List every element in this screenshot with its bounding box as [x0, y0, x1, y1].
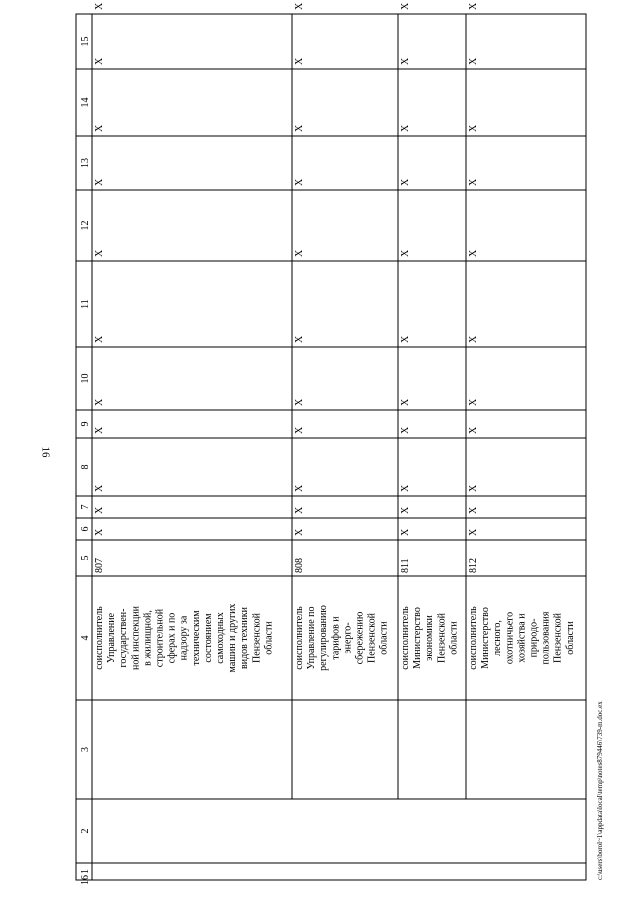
cell-mark-x: X — [294, 57, 305, 65]
cell-mark-x: X — [94, 506, 105, 514]
cell-mark-x: X — [400, 398, 411, 406]
executor-name-line: Пензенской — [436, 613, 448, 663]
cell-mark-x: X — [468, 124, 479, 132]
executor-name-line: самоходных — [215, 612, 226, 664]
executor-name-line: Пензенской — [552, 613, 564, 663]
column-header-15: 15 — [80, 36, 91, 47]
executor-name-line: государствен- — [118, 608, 130, 668]
column-header-13: 13 — [80, 158, 91, 168]
executor-name-line: Управление — [106, 612, 118, 664]
executor-name-line: области — [448, 621, 460, 655]
cell-mark-x: X — [468, 426, 479, 434]
cell-mark-x: X — [94, 484, 105, 492]
executor-name-line: соисполнитель — [294, 606, 305, 670]
executor-name-line: Пензенской — [251, 613, 263, 663]
column-header-7: 7 — [80, 504, 91, 510]
executor-name-line: экономики — [424, 615, 436, 661]
cell-mark-x: X — [468, 528, 479, 536]
cell-mark-x: X — [94, 528, 105, 536]
file-path-footer: c:\users\borol~1\appdata\local\temp\notes879446\739-m.doc.ex — [596, 701, 604, 880]
budget-code: 811 — [400, 558, 411, 573]
cell-mark-x: X — [94, 124, 105, 132]
column-header-6: 6 — [80, 526, 91, 532]
column-header-9: 9 — [80, 421, 91, 427]
cell-mark-x: X — [468, 2, 479, 10]
cell-mark-x: X — [400, 335, 411, 343]
executor-name-line: энерго- — [342, 622, 354, 654]
column-header-5: 5 — [80, 555, 91, 561]
executor-name-line: природо- — [528, 618, 540, 658]
cell-mark-x: X — [468, 398, 479, 406]
cell-mark-x: X — [94, 249, 105, 257]
cell-mark-x: X — [468, 178, 479, 186]
executor-name-line: лесного, — [492, 620, 504, 656]
column-header-11: 11 — [80, 299, 91, 309]
cell-mark-x: X — [94, 398, 105, 406]
executor-name-line: регулированию — [318, 605, 330, 671]
column-header-12: 12 — [80, 220, 91, 231]
cell-mark-x: X — [468, 506, 479, 514]
column-header-10: 10 — [80, 373, 91, 384]
cell-mark-x: X — [94, 426, 105, 434]
executor-name-line: Министерство — [480, 607, 492, 669]
executor-name-line: охотничьего — [504, 611, 516, 665]
budget-code: 808 — [294, 558, 305, 573]
executor-name-line: пользования — [540, 611, 552, 665]
cell-mark-x: X — [294, 178, 305, 186]
cell-mark-x: X — [400, 2, 411, 10]
cell-mark-x: X — [94, 57, 105, 65]
column-header-3: 3 — [80, 747, 91, 752]
executor-name-line: состоянием — [202, 613, 214, 663]
executor-name-line: надзору за — [178, 615, 190, 661]
budget-code: 812 — [468, 558, 479, 573]
cell-mark-x: X — [94, 2, 105, 10]
cell-mark-x: X — [468, 484, 479, 492]
column-header-16: 16 — [80, 875, 91, 885]
column-header-8: 8 — [80, 464, 91, 470]
cell-mark-x: X — [294, 124, 305, 132]
cell-mark-x: X — [294, 528, 305, 536]
executor-name-line: области — [263, 621, 275, 655]
cell-mark-x: X — [400, 249, 411, 257]
cell-mark-x: X — [294, 484, 305, 492]
cell-mark-x: X — [400, 528, 411, 536]
executor-name-line: сферах и по — [166, 612, 178, 664]
cell-mark-x: X — [294, 426, 305, 434]
cell-mark-x: X — [400, 57, 411, 65]
executor-name-line: сбережению — [354, 611, 366, 665]
cell-mark-x: X — [468, 249, 479, 257]
executor-name-line: Министерство — [412, 607, 424, 669]
budget-code: 807 — [94, 558, 105, 573]
executor-name-line: хозяйства и — [516, 613, 528, 663]
cell-mark-x: X — [400, 506, 411, 514]
executor-name-line: области — [564, 621, 576, 655]
executor-name-line: соисполнитель — [468, 606, 479, 670]
executor-name-line: в жилищной, — [142, 610, 154, 666]
cell-mark-x: X — [400, 124, 411, 132]
executor-name-line: соисполнитель — [94, 606, 105, 670]
column-header-14: 14 — [80, 97, 91, 108]
executor-name-line: тарифов и — [330, 616, 342, 660]
column-header-4: 4 — [80, 635, 91, 641]
cell-mark-x: X — [294, 2, 305, 10]
executor-name-line: видов техники — [239, 607, 251, 669]
cell-mark-x: X — [94, 335, 105, 343]
cell-mark-x: X — [294, 249, 305, 257]
cell-mark-x: X — [468, 57, 479, 65]
executor-name-line: машин и других — [227, 603, 239, 673]
executor-name-line: ной инспекции — [130, 605, 142, 671]
cell-mark-x: X — [294, 506, 305, 514]
page-number: 16 — [39, 446, 52, 458]
table-border — [76, 14, 586, 880]
executor-name-line: Управление по — [306, 606, 318, 670]
column-header-2: 2 — [80, 828, 91, 834]
cell-mark-x: X — [400, 178, 411, 186]
executor-name-line: Пензенской — [366, 613, 378, 663]
cell-mark-x: X — [294, 335, 305, 343]
executor-name-line: техническим — [190, 610, 202, 666]
cell-mark-x: X — [400, 426, 411, 434]
cell-mark-x: X — [400, 484, 411, 492]
cell-mark-x: X — [294, 398, 305, 406]
cell-mark-x: X — [94, 178, 105, 186]
executor-name-line: строительной — [154, 608, 166, 668]
cell-mark-x: X — [468, 335, 479, 343]
executor-name-line: соисполнитель — [400, 606, 411, 670]
executor-name-line: области — [378, 621, 390, 655]
column-header-1: 1 — [80, 869, 91, 874]
